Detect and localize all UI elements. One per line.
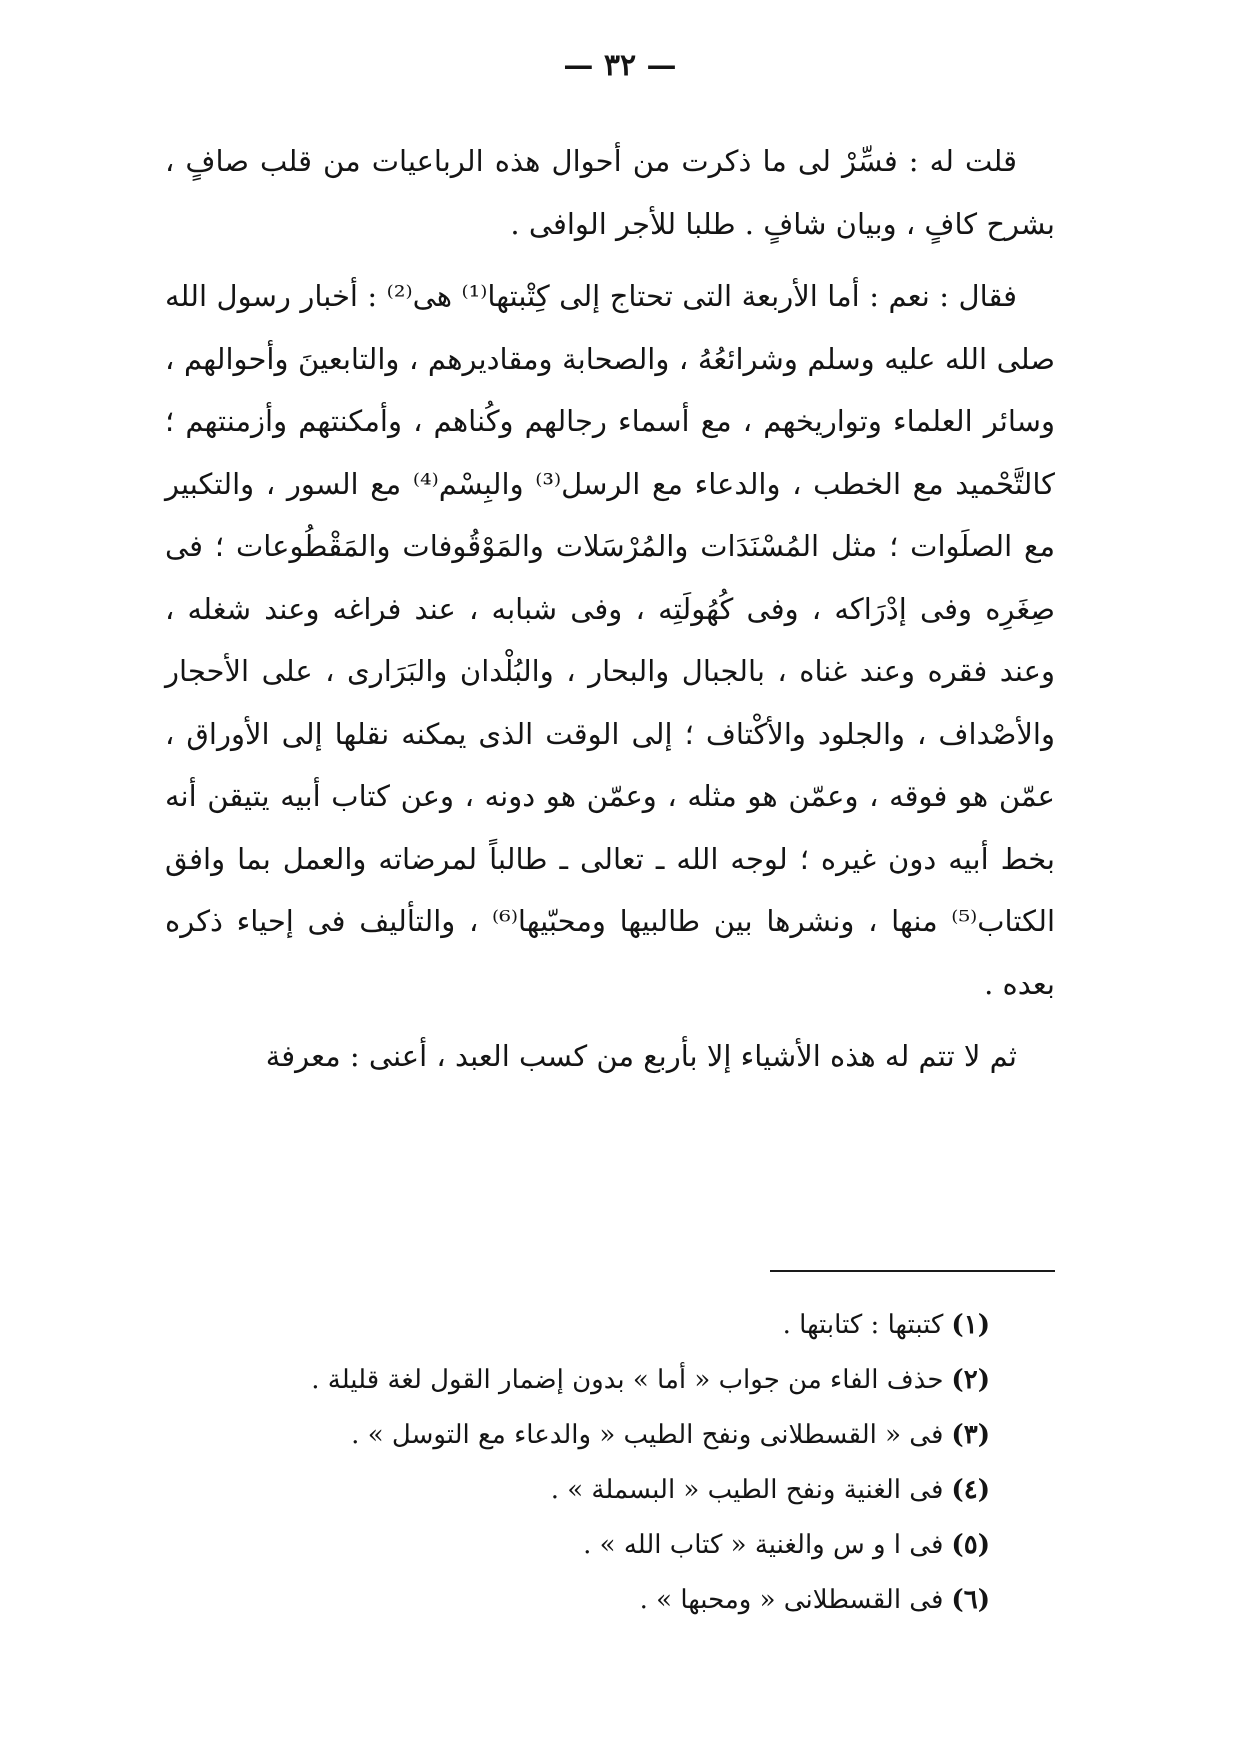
footnote-2	[165, 1353, 990, 1408]
footnote-text: فى « القسطلانى ونفح الطيب « والدعاء مع التوسل » .	[351, 1420, 944, 1450]
footnote-6	[165, 1573, 990, 1628]
paragraph-continuation: ثم لا تتم له هذه الأشياء إلا بأربع من كسب العبد ، أعنى : معرفة	[265, 1039, 1017, 1073]
footnote-3	[165, 1408, 990, 1463]
paragraph-question: قلت له : فسِّرْ لى ما ذكرت من أحوال هذه الرباعيات من قلب صافٍ ، بشرح كافٍ ، وبيان شافٍ . طلبا للأجر الوافى .	[165, 144, 1055, 241]
footnote-number: (٦)	[951, 1585, 990, 1615]
footnote-text: فى القسطلانى « ومحبها » .	[639, 1585, 944, 1615]
footnote-5	[165, 1518, 990, 1573]
paragraph-answer: فقال : نعم : أما الأربعة التى تحتاج إلى كِتْبتها⁽¹⁾ هى⁽²⁾ : أخبار رسول الله صلى الله عليه وسلم وشرائعُهُ ، والصحابة ومقاديرهم ، والتابعينَ وأحوالهم ، وسائر العلماء وتواريخهم ، مع أسماء رجالهم وكُناهم ، وأمكنتهم وأزمنتهم ؛ كالتَّحْميد مع الخطب ، والدعاء مع الرسل⁽³⁾ والبِسْم⁽⁴⁾ مع السور ، والتكبير مع الصلَوات ؛ مثل المُسْنَدَات والمُرْسَلات والمَوْقُوفات والمَقْطُوعات ؛ فى صِغَرِه وفى إدْرَاكه ، وفى كُهُولَتِه ، وفى شبابه ، عند فراغه وعند شغله ، وعند فقره وعند غناه ، بالجبال والبحار ، والبُلْدان والبَرَارى ، على الأحجار والأصْداف ، والجلود والأكْتاف ؛ إلى الوقت الذى يمكنه نقلها إلى الأوراق ، عمّن هو فوقه ، وعمّن هو مثله ، وعمّن هو دونه ، وعن كتاب أبيه يتيقن أنه بخط أبيه دون غيره ؛ لوجه الله ـ تعالى ـ طالباً لمرضاته والعمل بما وافق الكتاب⁽⁵⁾ منها ، ونشرها بين طالبيها ومحبّيها⁽⁶⁾ ، والتأليف فى إحياء ذكره بعده .	[165, 279, 1055, 1001]
footnote-divider	[770, 1270, 1055, 1272]
footnote-4	[165, 1463, 990, 1518]
footnote-number: (٤)	[951, 1475, 990, 1505]
footnotes-list	[165, 1298, 990, 1628]
footnote-text: فى الغنية ونفح الطيب « البسملة » .	[550, 1475, 944, 1505]
footnote-number: (١)	[951, 1310, 990, 1340]
footnote-text: فى ا و س والغنية « كتاب الله » .	[583, 1530, 944, 1560]
page-number: — ٣٢ —	[563, 48, 677, 83]
main-text	[165, 130, 1055, 1098]
footnote-1	[165, 1298, 990, 1353]
footnote-number: (٥)	[951, 1530, 990, 1560]
footnote-text: حذف الفاء من جواب « أما » بدون إضمار القول لغة قليلة .	[311, 1365, 944, 1395]
footnote-text: كتبتها : كتابتها .	[782, 1310, 944, 1340]
footnote-number: (٢)	[951, 1365, 990, 1395]
footnote-number: (٣)	[951, 1420, 990, 1450]
